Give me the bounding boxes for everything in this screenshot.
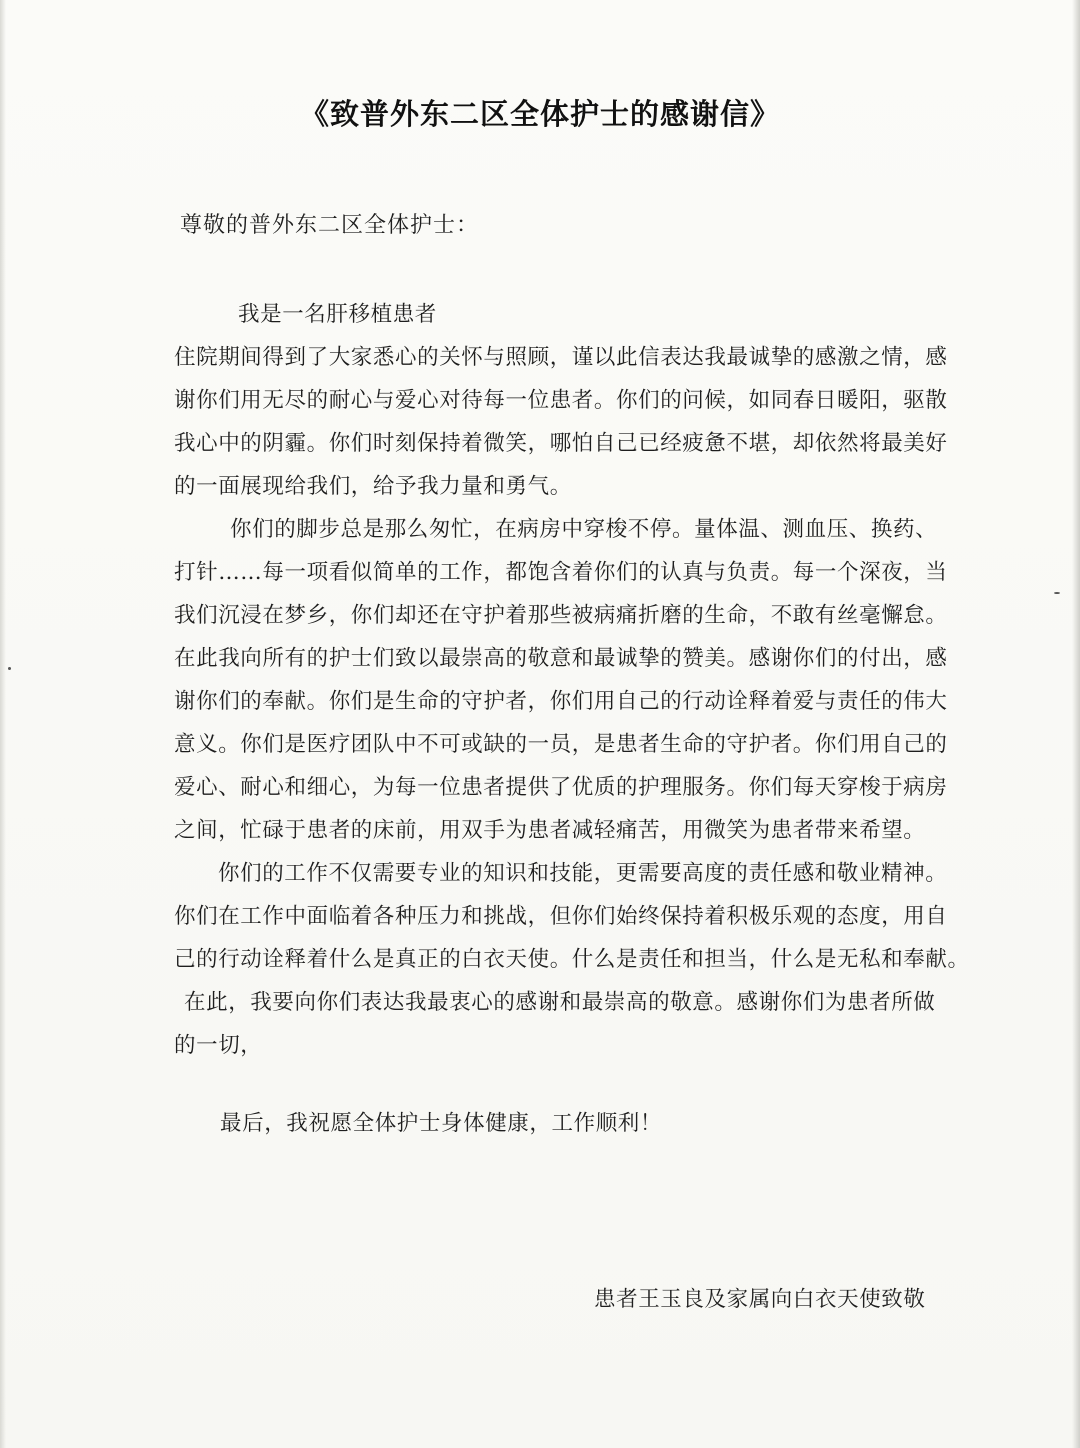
letter-line: 你们在工作中面临着各种压力和挑战，但你们始终保持着积极乐观的态度，用自 [174,904,948,929]
letter-closing: 最后，我祝愿全体护士身体健康，工作顺利！ [220,1111,663,1136]
letter-title: 《致普外东二区全体护士的感谢信》 [299,97,780,131]
scan-edge-left [0,0,6,1448]
letter-line: 在此我向所有的护士们致以最崇高的敬意和最诚挚的赞美。感谢你们的付出，感 [174,646,948,671]
letter-line: 的一切， [174,1033,263,1058]
letter-line: 我是一名肝移植患者 [238,302,437,327]
scan-edge-right [1072,0,1080,1448]
letter-line: 爱心、耐心和细心，为每一位患者提供了优质的护理服务。你们每天穿梭于病房 [174,775,948,800]
letter-line: 打针……每一项看似简单的工作，都饱含着你们的认真与负责。每一个深夜，当 [174,560,948,585]
letter-salutation: 尊敬的普外东二区全体护士： [180,213,480,238]
letter-line: 谢你们的奉献。你们是生命的守护者，你们用自己的行动诠释着爱与责任的伟大 [174,689,948,714]
letter-line: 谢你们用无尽的耐心与爱心对待每一位患者。你们的问候，如同春日暖阳，驱散 [174,388,948,413]
letter-line: 你们的脚步总是那么匆忙，在病房中穿梭不停。量体温、测血压、换药、 [230,517,938,542]
letter-signature: 患者王玉良及家属向白衣天使致敬 [594,1287,926,1312]
letter-line: 己的行动诠释着什么是真正的白衣天使。什么是责任和担当，什么是无私和奉献。 [174,947,970,972]
letter-line: 住院期间得到了大家悉心的关怀与照顾，谨以此信表达我最诚挚的感激之情，感 [174,345,948,370]
letter-line: 你们的工作不仅需要专业的知识和技能，更需要高度的责任感和敬业精神。 [218,861,948,886]
letter-line: 我心中的阴霾。你们时刻保持着微笑，哪怕自己已经疲惫不堪，却依然将最美好 [174,431,948,456]
letter-line: 意义。你们是医疗团队中不可或缺的一员，是患者生命的守护者。你们用自己的 [174,732,948,757]
letter-line: 我们沉浸在梦乡，你们却还在守护着那些被病痛折磨的生命，不敢有丝毫懈怠。 [174,603,948,628]
scan-speck [1054,592,1060,594]
letter-line: 的一面展现给我们，给予我力量和勇气。 [174,474,572,499]
letter-line: 之间，忙碌于患者的床前，用双手为患者减轻痛苦，用微笑为患者带来希望。 [174,818,926,843]
scan-speck [8,667,11,670]
letter-line: 在此，我要向你们表达我最衷心的感谢和最崇高的敬意。感谢你们为患者所做 [184,990,936,1015]
